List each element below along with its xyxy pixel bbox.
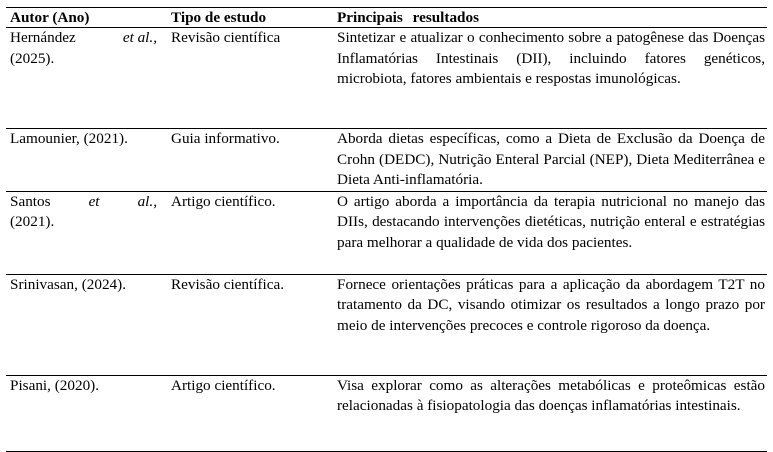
author-etal: et <box>88 192 100 210</box>
cell-study-type: Revisão científica. <box>171 275 285 293</box>
cell-author: Pisani, (2020). <box>10 376 100 394</box>
author-name: Santos <box>10 192 51 210</box>
cell-study-type: Revisão científica <box>171 29 281 46</box>
author-name: Hernández <box>10 29 76 46</box>
header-study-type: Tipo de estudo <box>171 9 267 26</box>
header-author: Autor (Ano) <box>10 9 90 26</box>
cell-results: Fornece orientações práticas para a aplicação da abordagem T2T no tratamento da DC, visando otimizar os resultados a longo prazo por meio de intervenções precoces e controle rigoroso da doença. <box>337 275 765 334</box>
cell-author <box>6 191 167 274</box>
cell-results: Sintetizar e atualizar o conhecimento sobre a patogênese das Doenças Inflamatórias Intestinais (DII), incluindo fatores genéticos, microbiota, fatores ambientais e respostas imunológicas. <box>337 29 765 87</box>
table-row <box>6 129 767 192</box>
literature-review-table <box>6 7 767 452</box>
table-header-row <box>6 8 767 28</box>
cell-results: Aborda dietas específicas, como a Dieta de Exclusão da Doença de Crohn (DEDC), Nutrição Enteral Parcial (NEP), Dieta Mediterrânea e Dieta Anti-inflamatória. <box>337 130 765 188</box>
cell-author <box>6 28 167 129</box>
author-year: (2025). <box>10 49 55 67</box>
author-etal: al., <box>137 192 157 210</box>
table-row <box>6 191 767 274</box>
author-etal: et al., <box>122 29 157 46</box>
cell-study-type: Guia informativo. <box>171 130 280 147</box>
cell-results: Visa explorar como as alterações metabólicas e proteômicas estão relacionadas à fisiopatologia das doenças inflamatórias intestinais. <box>337 376 765 414</box>
header-results: Principais resultados <box>337 9 479 26</box>
author-year: (2021). <box>10 213 55 230</box>
table-row <box>6 28 767 129</box>
cell-study-type: Artigo científico. <box>171 376 276 394</box>
cell-author: Srinivasan, (2024). <box>10 275 126 293</box>
table-row <box>6 274 767 375</box>
cell-results: O artigo aborda a importância da terapia nutricional no manejo das DIIs, destacando intervenções dietéticas, nutrição enteral e estratégias para melhorar a qualidade de vida dos pacientes. <box>337 192 765 251</box>
cell-study-type: Artigo científico. <box>171 192 276 210</box>
cell-author: Lamounier, (2021). <box>10 130 128 147</box>
